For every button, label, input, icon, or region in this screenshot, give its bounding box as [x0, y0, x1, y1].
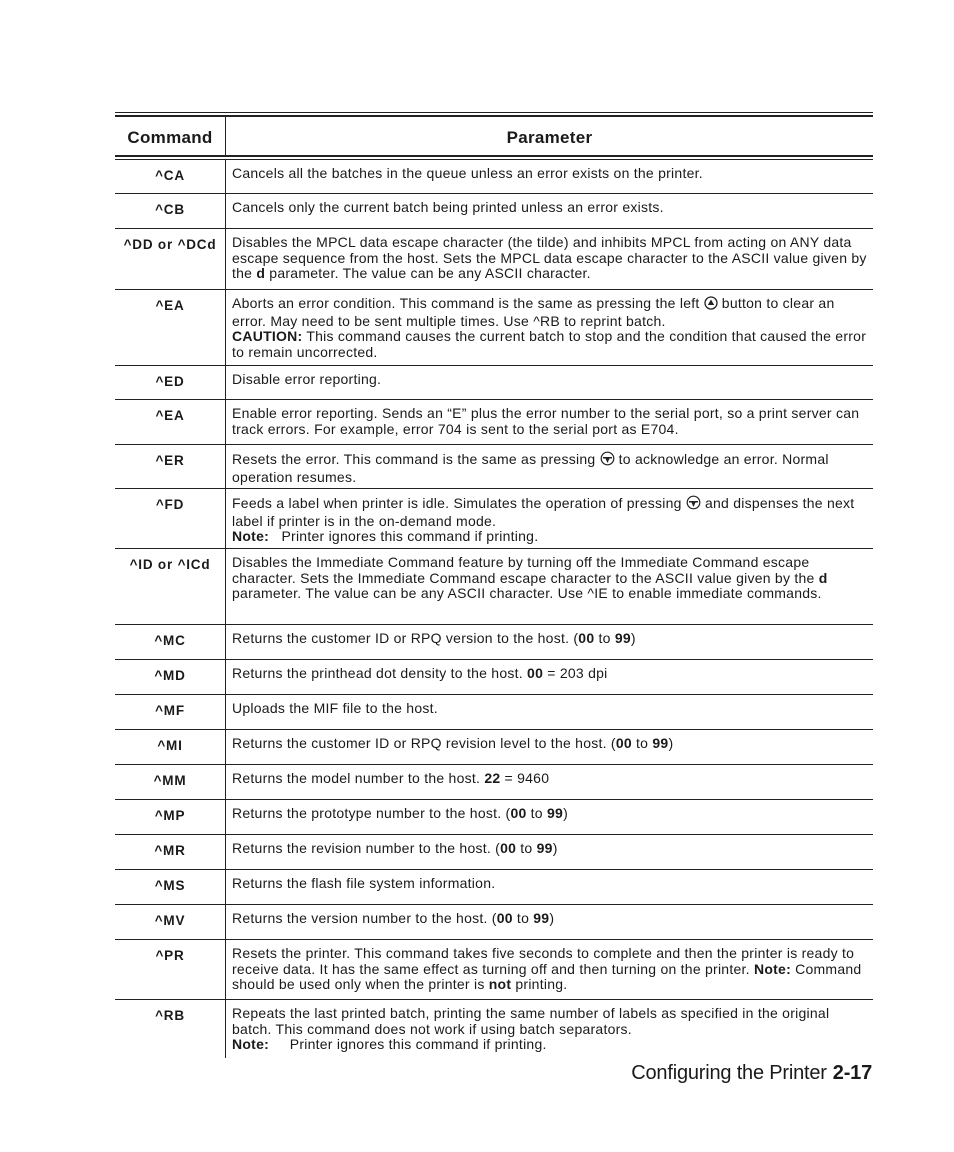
table-row [115, 730, 873, 765]
bold-text: d [818, 569, 828, 586]
text: Printer ignores this command if printing. [269, 528, 539, 545]
text: and dispenses the next label if printer is in the on-demand mode. [232, 495, 855, 529]
command-cell: ^CA [115, 160, 226, 193]
table-row [115, 445, 873, 489]
command-cell: ^RB [115, 1000, 226, 1058]
text: Returns the customer ID or RPQ version to the host. ( [232, 630, 579, 646]
table-row [115, 835, 873, 870]
text: Resets the printer. This command takes five seconds to complete and then the printer is ready to receive data. It has the same effect as turning off and then turning on the printer. [232, 945, 855, 977]
command-cell: ^MD [115, 660, 226, 694]
command-table [115, 112, 873, 1058]
text: Returns the prototype number to the host. ( [232, 805, 511, 821]
parameter-cell [226, 290, 873, 365]
text: Aborts an error condition. This command is the same as pressing the left [232, 295, 704, 311]
command-cell: ^EA [115, 290, 226, 365]
table-row [115, 765, 873, 800]
command-cell: ^MP [115, 800, 226, 834]
text: to [526, 805, 547, 821]
header-rule-thick [115, 155, 873, 157]
text: Returns the revision number to the host. ( [232, 840, 501, 856]
bold-text: 00 [510, 805, 527, 821]
text: This command causes the current batch to stop and the condition that caused the error to remain uncorrected. [232, 328, 867, 361]
table-row [115, 229, 873, 290]
text: to [516, 840, 537, 856]
table-top-rule [115, 112, 873, 113]
text: to [512, 910, 534, 926]
bold-text: 00 [500, 840, 517, 856]
table-header [115, 117, 873, 155]
text: = 203 dpi [543, 665, 608, 681]
text: Feeds a label when printer is idle. Simulates the operation of pressing [232, 495, 686, 511]
table-row [115, 800, 873, 835]
command-cell: ^MI [115, 730, 226, 764]
table-row [115, 660, 873, 695]
text: = 9460 [500, 770, 550, 786]
parameter-cell [226, 940, 873, 999]
parameter-cell: Enable error reporting. Sends an “E” plus the error number to the serial port, so a print server can track errors. For example, error 704 is sent to the serial port as E704. [232, 405, 860, 437]
bold-text: 99 [547, 805, 564, 821]
text: to acknowledge an error. Normal operation resumes. [232, 451, 829, 485]
page-number: 2-17 [832, 1062, 872, 1084]
text: Repeats the last printed batch, printing the same number of labels as specified in the original batch. This command does not work if using batch separators. [232, 1005, 830, 1037]
note-label: Note: [753, 960, 791, 977]
text: to [631, 735, 653, 751]
command-cell: ^FD [115, 489, 226, 548]
note-label: Note: [232, 1036, 270, 1053]
command-cell: ^ID or ^ICd [115, 549, 226, 624]
parameter-cell: Cancels only the current batch being printed unless an error exists. [232, 199, 664, 215]
command-cell: ^PR [115, 940, 226, 999]
text: Disables the MPCL data escape character (the tilde) and inhibits MPCL from acting on ANY data escape sequence from the host. Sets the MPCL data escape character to the ASCII value given by the [232, 234, 867, 282]
parameter-cell: Returns the flash file system information. [232, 875, 496, 891]
text: Command should be used only when the printer is [232, 960, 862, 993]
table-row [115, 625, 873, 660]
command-cell: ^ER [115, 445, 226, 488]
left-button-icon [704, 296, 718, 314]
parameter-cell [226, 229, 873, 289]
command-cell: ^MV [115, 905, 226, 939]
parameter-cell [226, 1000, 873, 1058]
text: to [594, 630, 615, 646]
parameter-cell: Uploads the MIF file to the host. [232, 700, 438, 716]
parameter-cell [226, 489, 873, 548]
bold-text: 99 [614, 630, 631, 646]
command-cell: ^MM [115, 765, 226, 799]
command-cell: ^ED [115, 366, 226, 399]
feed-button-icon [600, 451, 615, 470]
text: printing. [511, 976, 568, 993]
text: ) [630, 630, 636, 646]
bold-text: 99 [536, 840, 553, 856]
command-cell: ^MS [115, 870, 226, 904]
text: ) [668, 735, 674, 751]
caution-label: CAUTION: [232, 328, 303, 345]
table-row [115, 290, 873, 366]
bold-text: 99 [533, 910, 550, 926]
table-row [115, 549, 873, 625]
bold-text: 00 [496, 910, 513, 926]
header-command: Command [115, 117, 226, 155]
text: Printer ignores this command if printing. [269, 1036, 547, 1053]
bold-text: 00 [578, 630, 595, 646]
feed-button-icon [686, 495, 701, 514]
parameter-cell [226, 445, 873, 488]
parameter-cell [226, 549, 873, 624]
table-row [115, 1000, 873, 1058]
text: ) [552, 840, 558, 856]
table-row [115, 400, 873, 445]
text: Resets the error. This command is the same as pressing [232, 451, 600, 467]
command-cell: ^CB [115, 194, 226, 228]
bold-text: 00 [527, 665, 544, 681]
table-row [115, 905, 873, 940]
text: parameter. The value can be any ASCII character. Use ^IE to enable immediate commands. [232, 585, 822, 602]
parameter-cell [226, 625, 873, 659]
command-cell: ^DD or ^DCd [115, 229, 226, 289]
text: Returns the printhead dot density to the host. [232, 665, 528, 681]
bold-text: 99 [652, 735, 669, 751]
parameter-cell [226, 835, 873, 869]
table-row [115, 366, 873, 400]
note-label: Note: [232, 528, 270, 545]
bold-text: 22 [484, 770, 501, 786]
text: parameter. The value can be any ASCII character. [265, 265, 591, 282]
parameter-cell [226, 765, 873, 799]
table-row [115, 489, 873, 549]
table-row [115, 940, 873, 1000]
text: Disables the Immediate Command feature by turning off the Immediate Command escape character. Sets the Immediate Command escape character to the ASCII value given by the [232, 554, 819, 586]
parameter-cell [226, 800, 873, 834]
table-row [115, 695, 873, 730]
command-cell: ^MC [115, 625, 226, 659]
header-parameter: Parameter [506, 127, 593, 147]
parameter-cell [226, 905, 873, 939]
text: button to clear an error. May need to be sent multiple times. Use ^RB to reprint batch. [232, 295, 835, 329]
page-footer [631, 1062, 872, 1085]
command-cell: ^MR [115, 835, 226, 869]
parameter-cell [226, 730, 873, 764]
bold-text: 00 [615, 735, 632, 751]
command-cell: ^EA [115, 400, 226, 444]
table-row [115, 870, 873, 905]
command-cell: ^MF [115, 695, 226, 729]
bold-text: not [488, 976, 512, 993]
text: ) [549, 910, 555, 926]
text: Returns the customer ID or RPQ revision level to the host. ( [232, 735, 616, 751]
parameter-cell: Cancels all the batches in the queue unless an error exists on the printer. [232, 165, 703, 181]
text: Returns the model number to the host. [232, 770, 485, 786]
parameter-cell: Disable error reporting. [232, 371, 382, 387]
table-row [115, 160, 873, 194]
text: ) [563, 805, 568, 821]
bold-text: d [256, 265, 266, 282]
table-row [115, 194, 873, 229]
text: Returns the version number to the host. ( [232, 910, 497, 926]
parameter-cell [226, 660, 873, 694]
footer-title: Configuring the Printer [631, 1062, 827, 1084]
